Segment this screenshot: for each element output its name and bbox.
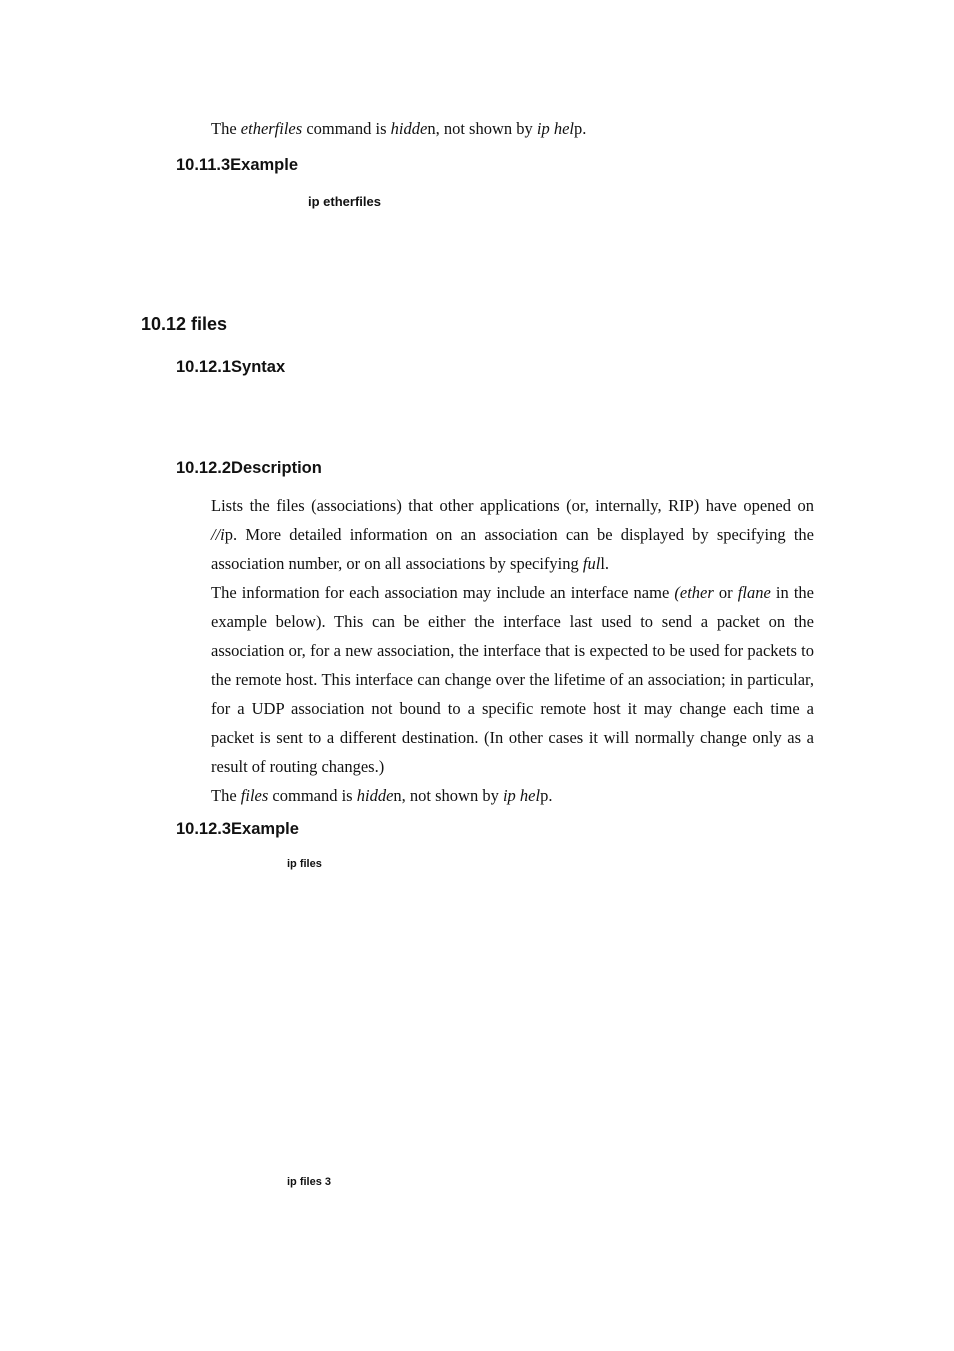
code-example-ip-files-3: ip files 3 bbox=[287, 1176, 332, 1188]
description-paragraph-2: The information for each association may include an interface name (ether or flane in the example below). This can be either the interface last used to send a packet on the association or, for a new association, the interface that is expected to be used for packets to the remote host. This interface can change over the lifetime of an association; in particular, for a UDP association not bound to a specific remote host it may change each time a packet is sent to a different destination. (In other cases it will normally change only as a result of routing changes.) bbox=[211, 583, 814, 776]
description-paragraph-1: Lists the files (associations) that other applications (or, internally, RIP) have opened on //ip. More detailed information on an association can be displayed by specifying the association number, or on all associations by specifying full. bbox=[211, 496, 814, 573]
heading-10-12-1-syntax: 10.12.1Syntax bbox=[176, 358, 286, 376]
heading-10-11-3-example: 10.11.3Example bbox=[176, 156, 299, 174]
description-body bbox=[211, 491, 814, 810]
heading-10-12-files: 10.12 files bbox=[141, 314, 228, 334]
hidden-command-note-files: The files command is hidden, not shown by ip help. bbox=[211, 786, 553, 805]
code-example-ip-etherfiles: ip etherfiles bbox=[308, 194, 381, 209]
hidden-command-note-etherfiles: The etherfiles command is hidden, not shown by ip help. bbox=[211, 119, 587, 138]
heading-10-12-2-description: 10.12.2Description bbox=[176, 459, 322, 477]
heading-10-12-3-example: 10.12.3Example bbox=[176, 820, 299, 838]
code-example-ip-files: ip files bbox=[287, 858, 322, 870]
